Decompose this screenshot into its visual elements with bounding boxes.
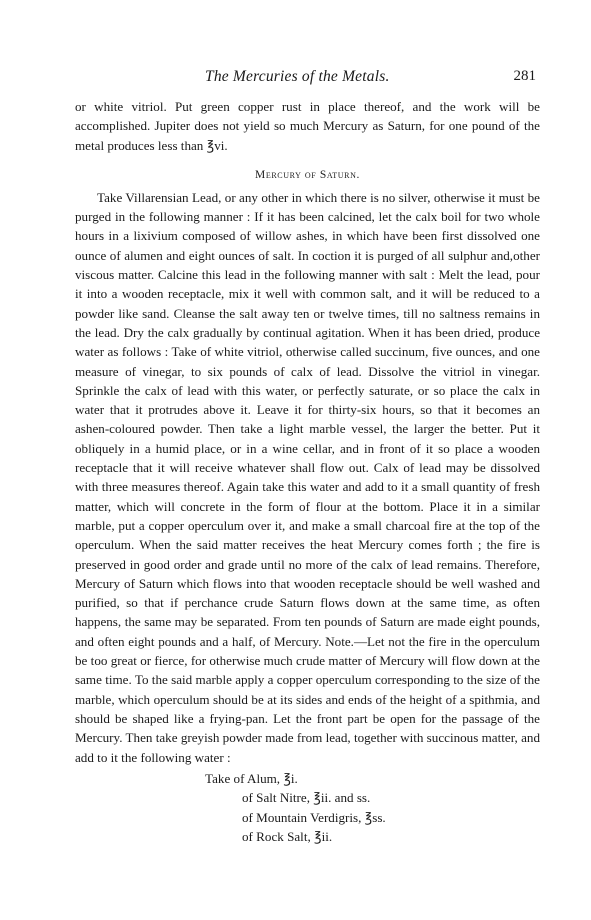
section-heading: Mercury of Saturn. <box>255 168 360 181</box>
recipe-line: of Salt Nitre, ℥ii. and ss. <box>242 790 371 806</box>
section-body: Take Villarensian Lead, or any other in which there is no silver, otherwise it must be purged in the following manner : If it has been calcined, let the calx boil for two whole hours in a lixivium composed of willow ashes, in which have been first dissolved one ounce of alumen and eight ounces of salt. In coction it is purged of all sulphur and,other viscous matter. Calcine this lead in the following manner with salt : Melt the lead, pour it into a wooden receptacle, mix it well with common salt, and it will be reduced to a powder like sand. Cleanse the salt away ten or twelve times, till no saltness remains in the lead. Dry the calx gradually by continual agitation. When it has been dried, produce water as follows : Take of white vitriol, otherwise called succinum, five ounces, and one measure of vinegar, to six pounds of calx of lead. Dissolve the vitriol in vinegar. Sprinkle the calx of lead with this water, or perfectly saturate, or so place the calx in water that it protrudes above it. Leave it for thirty-six hours, so that it becomes an ashen-coloured powder. Then take a light marble vessel, the larger the better. Put it obliquely in a humid place, or in a wine cellar, and in front of it so place a wooden receptacle that it will receive whatever shall flow out. Calx of lead may be dissolved with three measures thereof. Again take this water and add to it a small quantity of fresh matter, which will concrete in the form of flour at the bottom. Place it in a similar marble, put a copper operculum over it, and make a small charcoal fire at the top of the operculum. When the said matter receives the heat Mercury comes forth ; the fire is preserved in good order and grade until no more of the calx of lead remains. Therefore, Mercury of Saturn which flows into that wooden receptacle should be well washed and purified, so that if perchance crude Saturn flows down at the same time, as often happens, the same may be separated. From ten pounds of Saturn are made eight pounds, and often eight pounds and a half, of Mercury. Note.—Let not the fire in the operculum be too great or fierce, for otherwise much crude matter of Mercury will flow down at the same time. To the said marble apply a copper operculum corresponding to the size of the marble, which operculum should be at its sides and ends of the height of a spithmia, and should be shaped like a frying-pan. Let the front part be open for the passage of the Mercury. Then take greyish powder made from lead, together with succinous matter, and add to it the following water : <box>75 189 540 765</box>
book-page <box>75 68 540 847</box>
running-title: The Mercuries of the Metals. <box>205 68 390 85</box>
recipe-line: Take of Alum, ℥i. <box>205 770 298 786</box>
running-head <box>75 68 540 92</box>
opening-paragraph: or white vitriol. Put green copper rust in place thereof, and the work will be accomplished. Jupiter does not yield so much Mercury as Saturn, for one pound of the metal produces less than ℥vi. <box>75 99 540 153</box>
recipe-line: of Mountain Verdigris, ℥ss. <box>242 809 386 825</box>
recipe-line: of Rock Salt, ℥ii. <box>242 829 333 845</box>
recipe-list <box>75 769 540 847</box>
page-number: 281 <box>513 68 536 84</box>
